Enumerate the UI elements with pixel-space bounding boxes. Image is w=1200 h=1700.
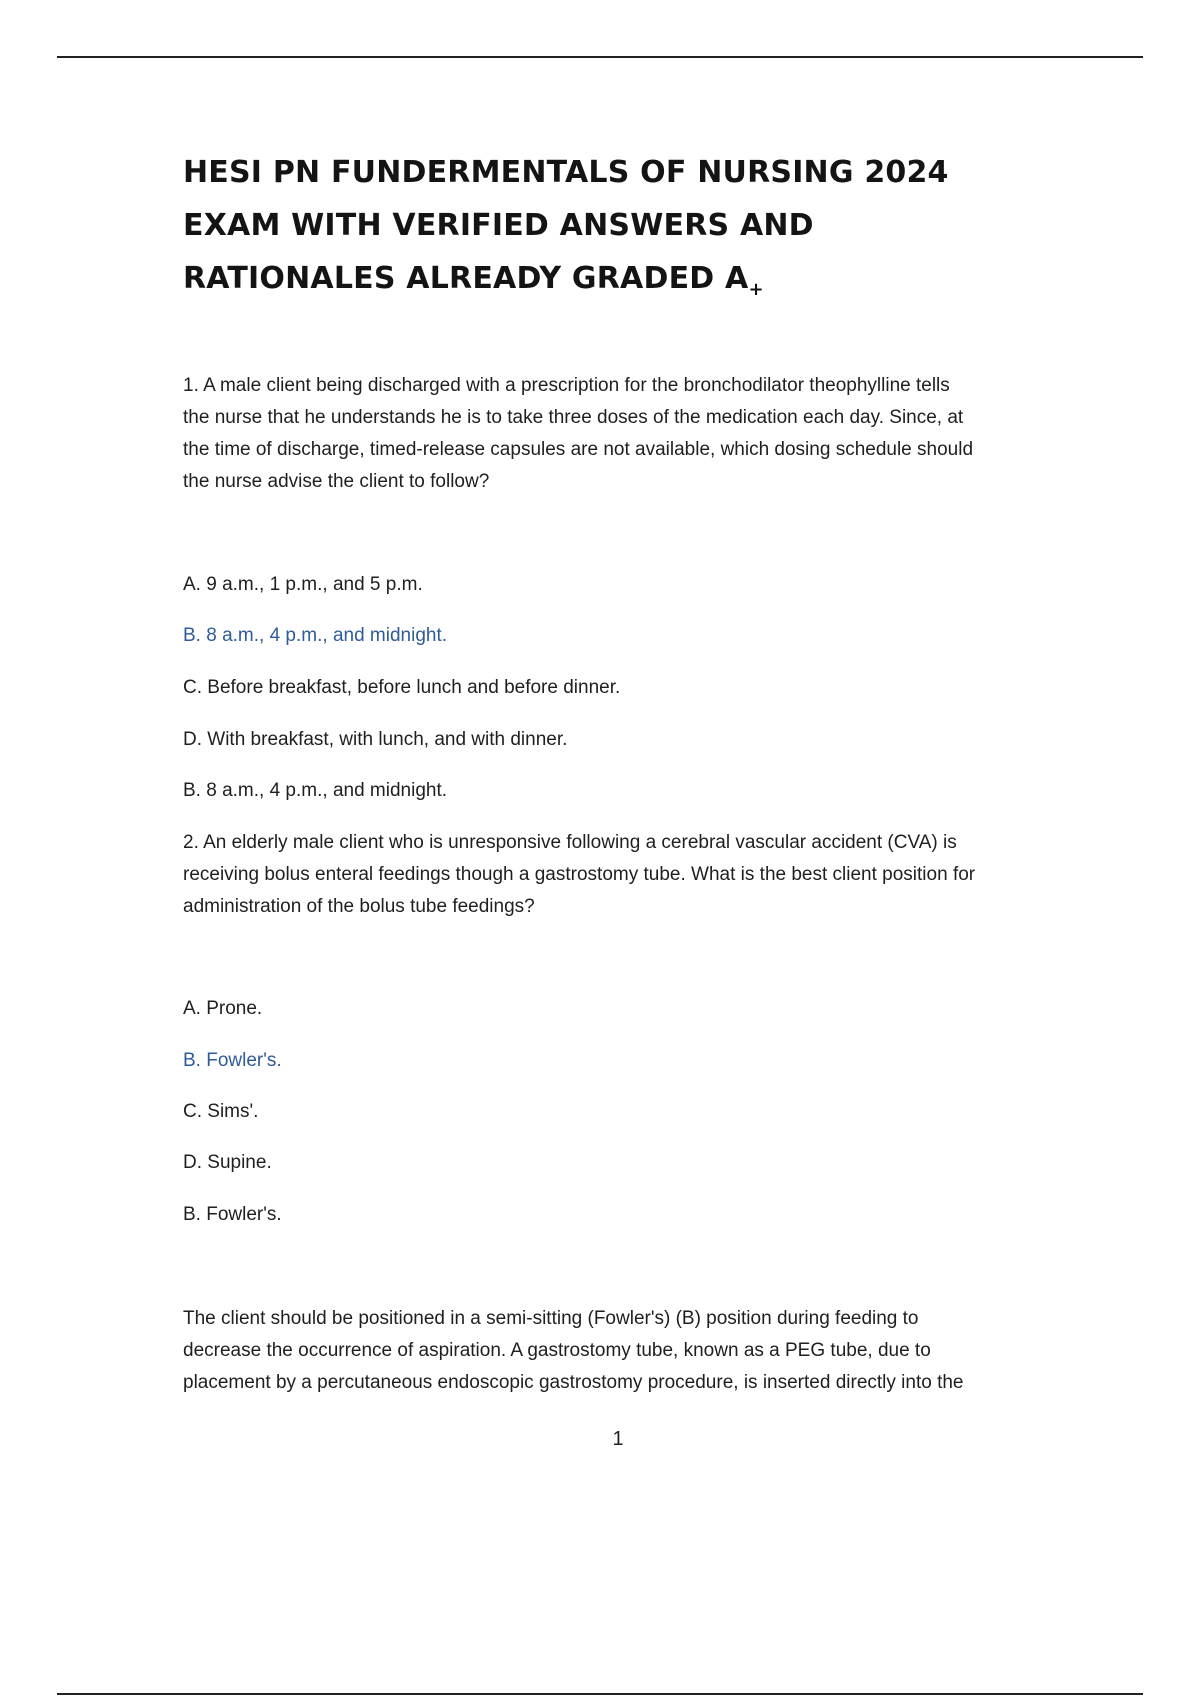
question-2-text [183,827,1063,923]
rationale-line: The client should be positioned in a semi-sitting (Fowler's) (B) position during feeding to [183,1308,919,1329]
title-line-2: EXAM WITH VERIFIED ANSWERS AND [183,208,814,243]
rationale-line: decrease the occurrence of aspiration. A gastrostomy tube, known as a PEG tube, due to [183,1340,931,1361]
question-2-answer: B. Fowler's. [183,1204,282,1225]
title-line-1: HESI PN FUNDERMENTALS OF NURSING 2024 [183,155,949,190]
question-2-line: receiving bolus enteral feedings though a gastrostomy tube. What is the best client position for [183,864,976,885]
question-1-option-b-correct: B. 8 a.m., 4 p.m., and midnight. [183,625,448,646]
question-1-line: the nurse advise the client to follow? [183,471,490,492]
title-line-3-text: RATIONALES ALREADY GRADED A [183,261,749,296]
question-1-line: the time of discharge, timed-release capsules are not available, which dosing schedule should [183,439,974,460]
question-2-option-b-correct: B. Fowler's. [183,1050,282,1071]
header-rule [57,56,1143,58]
question-1-option-a: A. 9 a.m., 1 p.m., and 5 p.m. [183,574,423,595]
question-2-option-d: D. Supine. [183,1152,272,1173]
title-line-3 [183,252,1063,316]
question-1-option-c: C. Before breakfast, before lunch and before dinner. [183,677,621,698]
rationale-line: placement by a percutaneous endoscopic gastrostomy procedure, is inserted directly into the [183,1372,964,1393]
question-2-line: 2. An elderly male client who is unresponsive following a cerebral vascular accident (CVA) is [183,832,957,853]
footer-rule [57,1693,1143,1695]
rationale-paragraph [183,1303,1063,1399]
question-1-option-d: D. With breakfast, with lunch, and with dinner. [183,729,568,750]
question-1-text [183,370,1063,498]
title-grade-plus: + [748,279,764,300]
page-number: 1 [612,1428,624,1450]
question-2-option-a: A. Prone. [183,998,263,1019]
question-1-answer: B. 8 a.m., 4 p.m., and midnight. [183,780,448,801]
question-1-line: the nurse that he understands he is to take three doses of the medication each day. Since, at [183,407,964,428]
question-2-line: administration of the bolus tube feedings? [183,896,535,917]
question-2-option-c: C. Sims'. [183,1101,259,1122]
question-1-line: 1. A male client being discharged with a prescription for the bronchodilator theophylline tells [183,375,950,396]
document-title [183,146,1063,316]
